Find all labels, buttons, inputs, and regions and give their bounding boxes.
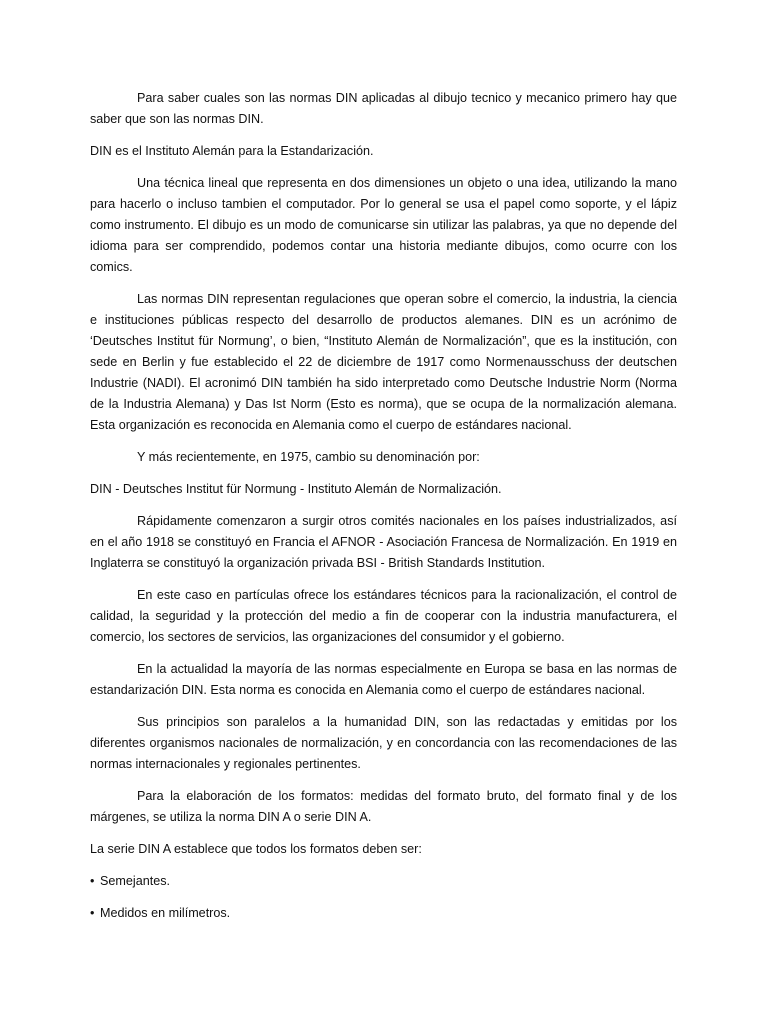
- list-item-bullet: [90, 871, 677, 892]
- bullet-icon: •: [90, 906, 95, 920]
- paragraph-din-regulations: Las normas DIN representan regulaciones que operan sobre el comercio, la industria, la ciencia e instituciones públicas respecto del desarrollo de productos alemanes. DIN es un acrónimo de ‘Deutsches Institut für Normung’, o bien, “Instituto Alemán de Normalización”, que es la institución, con sede en Berlin y fue establecido el 22 de diciembre de 1917 como Normenausschuss der deutschen Industrie (NADI). El acronimó DIN también ha sido interpretado como Deutsche Industrie Norm (Norma de la Industria Alemana) y Das Ist Norm (Esto es norma), que se ocupa de la normalización alemana. Esta organización es reconocida en Alemania como el cuerpo de estándares nacional.: [90, 292, 677, 432]
- paragraph-europe-norms: En la actualidad la mayoría de las normas especialmente en Europa se basa en las normas de estandarización DIN. Esta norma es conocida en Alemania como el cuerpo de estándares nacional.: [90, 662, 677, 697]
- paragraph-din-full-name: DIN - Deutsches Institut für Normung - Instituto Alemán de Normalización.: [90, 482, 502, 496]
- paragraph-national-committees: Rápidamente comenzaron a surgir otros comités nacionales en los países industrializados, así en el año 1918 se constituyó en Francia el AFNOR - Asociación Francesa de Normalización. En 1919 en Inglaterra se constituyó la organización privada BSI - British Standards Institution.: [90, 514, 677, 570]
- paragraph-1975-change: Y más recientemente, en 1975, cambio su denominación por:: [137, 450, 480, 464]
- paragraph-formats: Para la elaboración de los formatos: medidas del formato bruto, del formato final y de los márgenes, se utiliza la norma DIN A o serie DIN A.: [90, 789, 677, 824]
- paragraph-din-definition: DIN es el Instituto Alemán para la Estandarización.: [90, 144, 374, 158]
- paragraph-technical-standards: En este caso en partículas ofrece los estándares técnicos para la racionalización, el control de calidad, la seguridad y la protección del medio a fin de cooperar con la industria manufacturera, el comercio, los sectores de servicios, las organizaciones del consumidor y el gobierno.: [90, 588, 677, 644]
- paragraph-technical-drawing: Una técnica lineal que representa en dos dimensiones un objeto o una idea, utilizando la mano para hacerlo o incluso tambien el computador. Por lo general se usa el papel como soporte, y el lápiz como instrumento. El dibujo es un modo de comunicarse sin utilizar las palabras, ya que no depende del idioma para ser comprendido, podemos contar una historia mediante dibujos, como ocurre con los comics.: [90, 176, 677, 274]
- bullet-icon: •: [90, 874, 95, 888]
- paragraph-intro: Para saber cuales son las normas DIN aplicadas al dibujo tecnico y mecanico primero hay que saber que son las normas DIN.: [90, 91, 677, 126]
- document-page: [90, 88, 677, 935]
- list-item-bullet: [90, 903, 677, 924]
- bullet-text: Medidos en milímetros.: [100, 906, 231, 920]
- bullet-text: Semejantes.: [100, 874, 171, 888]
- paragraph-principles: Sus principios son paralelos a la humanidad DIN, son las redactadas y emitidas por los diferentes organismos nacionales de normalización, y en concordancia con las recomendaciones de las normas internacionales y regionales pertinentes.: [90, 715, 677, 771]
- paragraph-din-a-series: La serie DIN A establece que todos los formatos deben ser:: [90, 842, 422, 856]
